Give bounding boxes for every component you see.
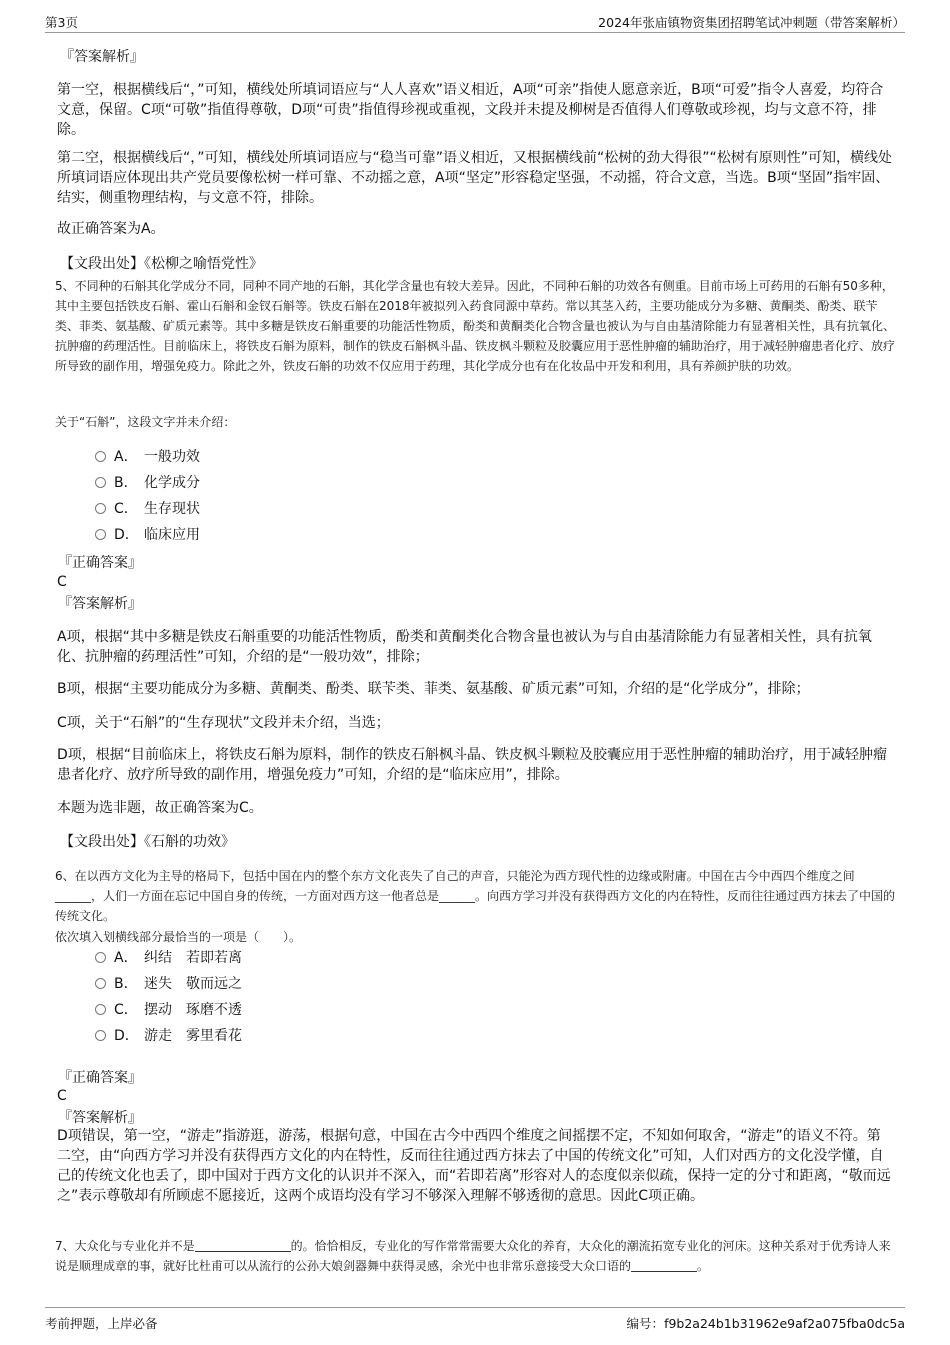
q6-option-c[interactable]: C． 摆动 琢磨不透 <box>95 1000 242 1020</box>
question-5-passage: 5、不同种的石斛其化学成分不同，同种不同产地的石斛，其化学含量也有较大差异。因此，不同种石斛的功效各有侧重。目前市场上可药用的石斛有50多种，其中主要包括铁皮石斛、霍山石斛和金钗石斛等。铁皮石斛在2018年被拟列入药食同源中草药。常以其茎入药，主要功能成分为多糖、黄酮类、酚类、联苄类、菲类、氨基酸、矿质元素等。其中多糖是铁皮石斛重要的功能活性物质，酚类和黄酮类化合物含量也被认为与自由基清除能力有显著相关性，具有抗氧化、抗肿瘤的药理活性。目前临床上，将铁皮石斛为原料，制作的铁皮石斛枫斗晶、铁皮枫斗颗粒及胶囊应用于恶性肿瘤的辅助治疗，用于减轻肿瘤患者化疗、放疗所导致的副作用，增强免疫力。除此之外，铁皮石斛的功效不仅应用于药理，其化学成分也有在化妆品中开发和利用，具有养颜护肤的功效。 <box>55 279 896 373</box>
analysis-paragraph-1: 第一空，根据横线后“，”可知，横线处所填词语应与“人人喜欢”语义相近，A项“可亲”指使人愿意亲近，B项“可爱”指令人喜爱，均符合文意，保留。C项“可敬”指值得尊敬，D项“可贵”指值得珍视或重视，文段并未提及柳树是否值得人们尊敬或珍视，均与文意不符，排除。 <box>57 82 884 138</box>
q5-option-d[interactable]: D． 临床应用 <box>95 525 200 545</box>
q5-analysis-b: B项，根据“主要功能成分为多糖、黄酮类、酚类、联苄类、菲类、氨基酸、矿质元素”可知，介绍的是“化学成分”，排除； <box>57 681 810 697</box>
radio-icon[interactable] <box>95 1004 106 1015</box>
page-number: 第3页 <box>45 15 78 30</box>
q6-analysis-label: 『答案解析』 <box>58 1110 142 1126</box>
q5-analysis-a: A项，根据“其中多糖是铁皮石斛重要的功能活性物质，酚类和黄酮类化合物含量也被认为与自由基清除能力有显著相关性，具有抗氧化、抗肿瘤的药理活性”可知，介绍的是“一般功效”，排除； <box>57 629 872 665</box>
radio-icon[interactable] <box>95 952 106 963</box>
page-header <box>45 10 905 33</box>
blank-2: ______ <box>439 889 476 903</box>
blank-1: ______ <box>55 889 91 903</box>
analysis-conclusion: 故正确答案为A。 <box>57 221 165 237</box>
blank-2 <box>631 1258 697 1272</box>
question-5-stem: 关于“石斛”，这段文字并未介绍： <box>55 415 236 429</box>
page-footer <box>45 1307 905 1332</box>
question-6-passage: 6、在以西方文化为主导的格局下，包括中国在内的整个东方文化丧失了自己的声音，只能沦为西方现代性的边缘或附庸。中国在古今中西四个维度之间______，人们一方面在忘记中国自身的传统，一方面对西方这一他者总是______。向西方学习并没有获得西方文化的内在特性，反而往往通过西方抹去了中国的传统文化。 <box>55 869 896 923</box>
radio-icon[interactable] <box>95 978 106 989</box>
analysis-paragraph-2: 第二空，根据横线后“，”可知，横线处所填词语应与“稳当可靠”语义相近，又根据横线前“松树的劲大得很”“松树有原则性”可知，横线处所填词语应体现出共产党员要像松树一样可靠、不动摇之意，A项“坚定”形容稳定坚强，不动摇，符合文意，当选。B项“坚固”指牢固、结实，侧重物理结构，与文意不符，排除。 <box>57 150 893 206</box>
radio-icon[interactable] <box>95 451 106 462</box>
q6-answer-label: 『正确答案』 <box>58 1070 142 1086</box>
q5-analysis-c: C项，关于“石斛”的“生存现状”文段并未介绍，当选； <box>57 715 390 731</box>
q6-option-b[interactable]: B． 迷失 敬而远之 <box>95 974 242 994</box>
q6-analysis: D项错误，第一空，“游走”指游逛，游荡，根据句意，中国在古今中西四个维度之间摇摆不定，不知如何取舍，“游走”的语义不符。第二空，由“向西方学习并没有获得西方文化的内在特性，反而往往通过西方抹去了中国的传统文化”可知，人们对西方的文化没学懂，自己的传统文化也丢了，即中国对于西方文化的认识并不深入，而“若即若离”形容对人的态度似亲似疏，保持一定的分寸和距离，“敬而远之”表示尊敬却有所顾虑不愿接近，这两个成语均没有学习不够深入理解不够透彻的意思。因此C项正确。 <box>57 1128 891 1204</box>
blank-1 <box>195 1238 291 1252</box>
q5-answer: C <box>57 574 67 590</box>
question-6-stem: 依次填入划横线部分最恰当的一项是（ ）。 <box>55 930 302 944</box>
q6-answer: C <box>57 1088 67 1104</box>
radio-icon[interactable] <box>95 503 106 514</box>
passage-source: 【文段出处】《松柳之喻悟党性》 <box>60 256 263 272</box>
analysis-label: 『答案解析』 <box>60 49 144 65</box>
question-7-passage: 7、大众化与专业化并不是 的。恰恰相反，专业化的写作常常需要大众化的养育，大众化的潮流拓宽专业化的河床。这种关系对于优秀诗人来说是顺理成章的事，就好比杜甫可以从流行的公孙大娘剑器舞中获得灵感，余光中也非常乐意接受大众口语的 。 <box>55 1239 891 1273</box>
radio-icon[interactable] <box>95 529 106 540</box>
q5-option-a[interactable]: A． 一般功效 <box>95 447 200 467</box>
radio-icon[interactable] <box>95 477 106 488</box>
q5-analysis-d: D项，根据“目前临床上，将铁皮石斛为原料，制作的铁皮石斛枫斗晶、铁皮枫斗颗粒及胶囊应用于恶性肿瘤的辅助治疗，用于减轻肿瘤患者化疗、放疗所导致的副作用，增强免疫力”可知，介绍的是“临床应用”，排除。 <box>57 747 888 783</box>
document-title: 2024年张庙镇物资集团招聘笔试冲刺题（带答案解析） <box>598 15 905 30</box>
q5-option-c[interactable]: C． 生存现状 <box>95 499 200 519</box>
q6-option-d[interactable]: D． 游走 雾里看花 <box>95 1026 242 1046</box>
q5-analysis-conclusion: 本题为选非题，故正确答案为C。 <box>57 800 263 816</box>
footer-slogan: 考前押题，上岸必备 <box>45 1316 158 1331</box>
q5-answer-label: 『正确答案』 <box>58 555 142 571</box>
q5-source: 【文段出处】《石斛的功效》 <box>60 834 235 850</box>
document-code: 编号：f9b2a24b1b31962e9af2a075fba0dc5a <box>626 1316 905 1331</box>
q6-option-a[interactable]: A． 纠结 若即若离 <box>95 948 242 968</box>
q5-analysis-label: 『答案解析』 <box>58 596 142 612</box>
radio-icon[interactable] <box>95 1030 106 1041</box>
q5-option-b[interactable]: B． 化学成分 <box>95 473 200 493</box>
